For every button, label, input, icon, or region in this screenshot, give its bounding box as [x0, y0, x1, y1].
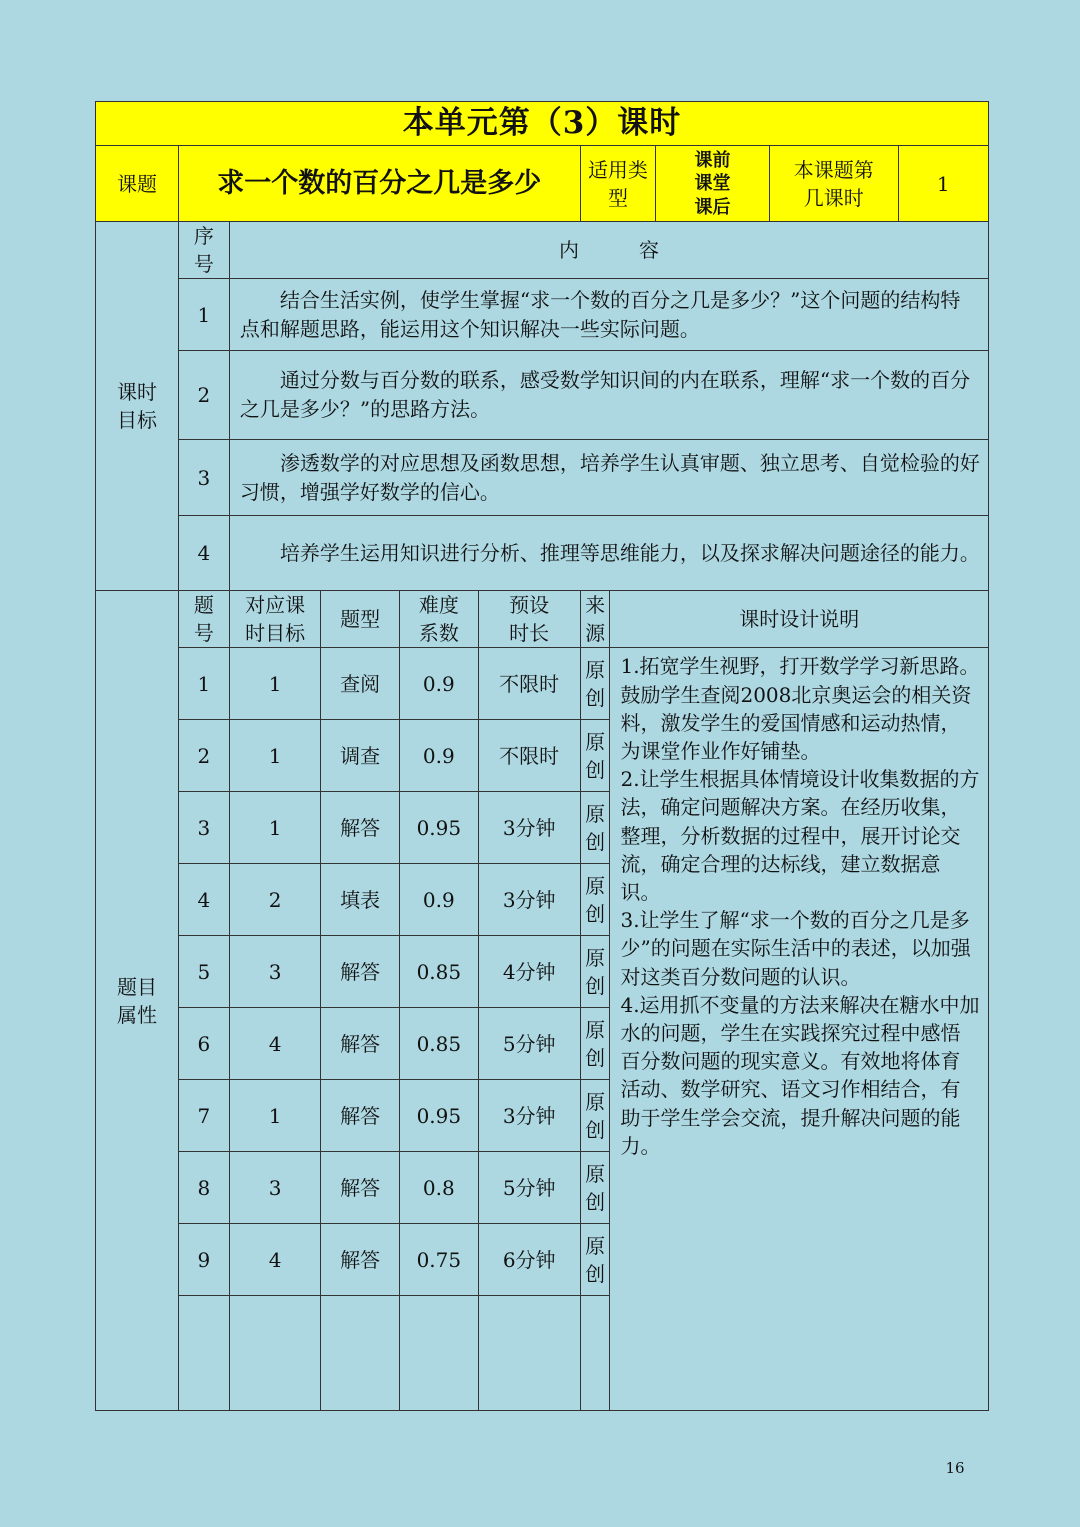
attr-num: 5: [178, 936, 229, 1008]
design-notes: [610, 648, 989, 1411]
page-number: 16: [945, 1459, 965, 1477]
attr-source: 原创: [580, 792, 610, 864]
attr-num: 2: [178, 720, 229, 792]
type-option: 课前: [694, 149, 731, 171]
topic-title: 求一个数的百分之几是多少: [178, 146, 580, 222]
attr-empty-cell: [580, 1296, 610, 1411]
type-option: 课后: [694, 196, 731, 218]
attr-type: 解答: [321, 1080, 400, 1152]
attr-difficulty: 0.95: [400, 1080, 479, 1152]
attr-num: 4: [178, 864, 229, 936]
design-note: 3.让学生了解“求一个数的百分之几是多少”的问题在实际生活中的表述，以加强对这类百分数问题的认识。: [620, 908, 971, 989]
attr-goal: 4: [229, 1224, 320, 1296]
attributes-section-label: 题目 属性: [96, 591, 179, 1411]
type-option: 课堂: [694, 173, 731, 195]
attr-empty-cell: [321, 1296, 400, 1411]
attr-header-difficulty: 难度 系数: [400, 591, 479, 648]
attr-header-time: 预设 时长: [478, 591, 580, 648]
attr-type: 解答: [321, 1008, 400, 1080]
attr-type: 解答: [321, 792, 400, 864]
attr-empty-cell: [178, 1296, 229, 1411]
attr-time: 6分钟: [478, 1224, 580, 1296]
goal-text: 通过分数与百分数的联系，感受数学知识间的内在联系，理解“求一个数的百分之几是多少？”的思路方法。: [229, 351, 988, 440]
attr-time: 3分钟: [478, 1080, 580, 1152]
goals-content-header: 内 容: [229, 222, 988, 279]
attr-difficulty: 0.85: [400, 1008, 479, 1080]
attr-header-source: 来源: [580, 591, 610, 648]
attr-source: 原创: [580, 1008, 610, 1080]
attr-type: 填表: [321, 864, 400, 936]
attr-empty-cell: [478, 1296, 580, 1411]
attr-num: 7: [178, 1080, 229, 1152]
attr-difficulty: 0.9: [400, 648, 479, 720]
attr-empty-cell: [400, 1296, 479, 1411]
attr-time: 3分钟: [478, 792, 580, 864]
lesson-number-value: 1: [898, 146, 988, 222]
lesson-plan-table: [95, 101, 989, 1411]
goal-number: 4: [178, 516, 229, 591]
attr-source: 原创: [580, 1224, 610, 1296]
design-note: 1.拓宽学生视野，打开数学学习新思路。鼓励学生查阅2008北京奥运会的相关资料，激发学生的爱国情感和运动热情，为课堂作业作好铺垫。: [620, 654, 980, 763]
attr-goal: 1: [229, 648, 320, 720]
attr-source: 原创: [580, 1080, 610, 1152]
attr-num: 3: [178, 792, 229, 864]
attr-header-goal: 对应课 时目标: [229, 591, 320, 648]
attr-type: 解答: [321, 936, 400, 1008]
attr-num: 1: [178, 648, 229, 720]
attr-empty-cell: [229, 1296, 320, 1411]
attr-goal: 1: [229, 1080, 320, 1152]
attr-time: 5分钟: [478, 1152, 580, 1224]
type-label: 适用类型: [580, 146, 655, 222]
attr-source: 原创: [580, 864, 610, 936]
attr-source: 原创: [580, 936, 610, 1008]
attr-num: 8: [178, 1152, 229, 1224]
attr-goal: 3: [229, 1152, 320, 1224]
attr-source: 原创: [580, 648, 610, 720]
attr-source: 原创: [580, 1152, 610, 1224]
attr-time: 5分钟: [478, 1008, 580, 1080]
goal-number: 2: [178, 351, 229, 440]
attr-time: 不限时: [478, 648, 580, 720]
goal-text: 培养学生运用知识进行分析、推理等思维能力，以及探求解决问题途径的能力。: [229, 516, 988, 591]
attr-header-design: 课时设计说明: [610, 591, 989, 648]
attr-difficulty: 0.95: [400, 792, 479, 864]
goal-text: 渗透数学的对应思想及函数思想，培养学生认真审题、独立思考、自觉检验的好习惯，增强学好数学的信心。: [229, 440, 988, 516]
attr-difficulty: 0.8: [400, 1152, 479, 1224]
attr-goal: 2: [229, 864, 320, 936]
attr-time: 4分钟: [478, 936, 580, 1008]
attr-type: 解答: [321, 1152, 400, 1224]
goal-text: 结合生活实例，使学生掌握“求一个数的百分之几是多少？”这个问题的结构特点和解题思路，能运用这个知识解决一些实际问题。: [229, 279, 988, 351]
attr-num: 9: [178, 1224, 229, 1296]
attr-header-num: 题 号: [178, 591, 229, 648]
goal-number: 1: [178, 279, 229, 351]
attr-goal: 3: [229, 936, 320, 1008]
type-options: [656, 146, 770, 222]
attr-header-type: 题型: [321, 591, 400, 648]
attr-goal: 4: [229, 1008, 320, 1080]
attr-difficulty: 0.75: [400, 1224, 479, 1296]
attr-goal: 1: [229, 792, 320, 864]
goals-seq-header: 序 号: [178, 222, 229, 279]
goals-section-label: 课时 目标: [96, 222, 179, 591]
attr-type: 调查: [321, 720, 400, 792]
goal-number: 3: [178, 440, 229, 516]
attr-type: 解答: [321, 1224, 400, 1296]
attr-source: 原创: [580, 720, 610, 792]
unit-title: 本单元第（3）课时: [96, 102, 989, 146]
attr-difficulty: 0.9: [400, 864, 479, 936]
attr-time: 不限时: [478, 720, 580, 792]
attr-difficulty: 0.9: [400, 720, 479, 792]
lesson-number-label: 本课题第 几课时: [769, 146, 898, 222]
attr-time: 3分钟: [478, 864, 580, 936]
design-note: 4.运用抓不变量的方法来解决在糖水中加水的问题，学生在实践探究过程中感悟百分数问题的现实意义。有效地将体育活动、数学研究、语文习作相结合，有助于学生学会交流，提升解决问题的能力。: [620, 992, 980, 1158]
attr-goal: 1: [229, 720, 320, 792]
design-note: 2.让学生根据具体情境设计收集数据的方法，确定问题解决方案。在经历收集，整理，分析数据的过程中，展开讨论交流，确定合理的达标线，建立数据意识。: [620, 767, 980, 905]
attr-difficulty: 0.85: [400, 936, 479, 1008]
attr-type: 查阅: [321, 648, 400, 720]
attr-num: 6: [178, 1008, 229, 1080]
topic-label: 课题: [96, 146, 179, 222]
